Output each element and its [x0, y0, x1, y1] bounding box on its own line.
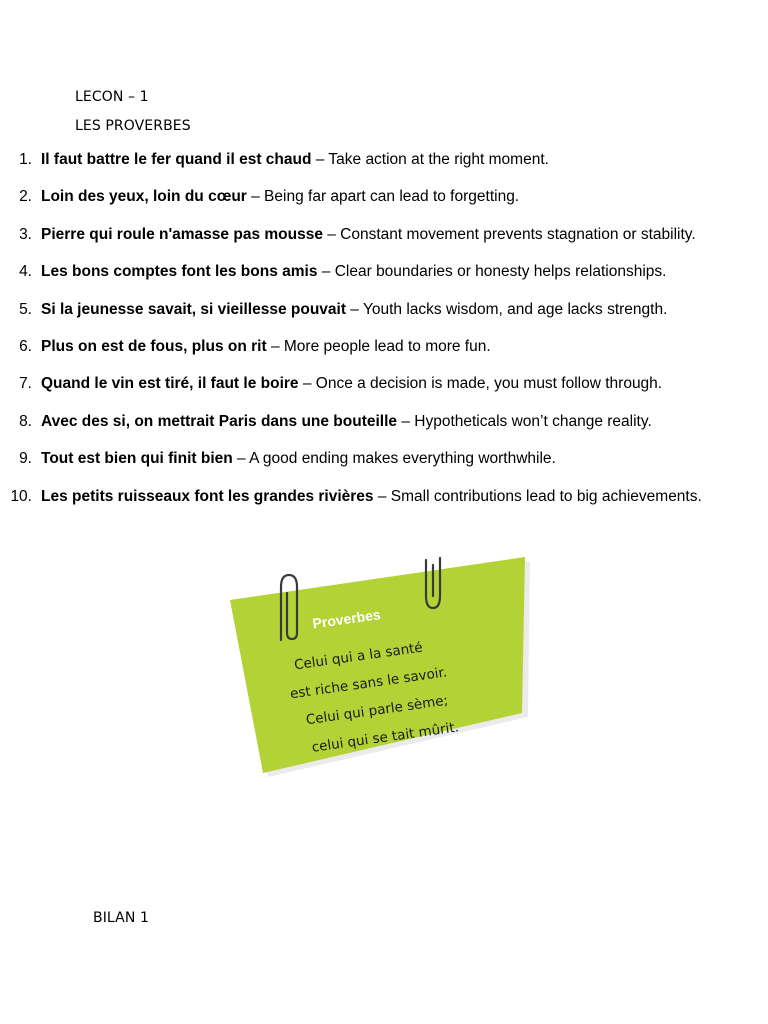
- proverb-french: Plus on est de fous, plus on rit: [41, 337, 267, 355]
- proverb-number: 1.: [19, 151, 32, 168]
- proverb-item: [0, 262, 768, 299]
- proverb-english: – Clear boundaries or honesty helps relationships.: [317, 263, 667, 281]
- proverb-item: [0, 187, 768, 224]
- proverb-item: [0, 225, 768, 262]
- proverb-list: [0, 150, 768, 524]
- proverb-french: Avec des si, on mettrait Paris dans une bouteille: [41, 412, 398, 430]
- proverb-number: 5.: [19, 300, 32, 318]
- note-line: Celui qui a la santé: [293, 639, 424, 674]
- proverb-item: [0, 449, 768, 486]
- proverb-number: 8.: [19, 412, 32, 430]
- proverb-item: [0, 150, 768, 187]
- proverb-english: – Once a decision is made, you must follow through.: [298, 375, 663, 393]
- lesson-title: LES PROVERBES: [75, 118, 191, 134]
- proverb-english: – Constant movement prevents stagnation or stability.: [322, 225, 696, 243]
- proverb-note-image: [230, 555, 540, 785]
- proverb-french: Tout est bien qui finit bien: [41, 450, 233, 468]
- proverb-number: 9.: [19, 450, 32, 468]
- proverb-french: Quand le vin est tiré, il faut le boire: [41, 375, 299, 393]
- proverb-number: 7.: [19, 375, 32, 393]
- proverb-english: – Hypotheticals won’t change reality.: [397, 412, 652, 430]
- proverb-number: 2.: [19, 188, 32, 206]
- proverb-french: Si la jeunesse savait, si vieillesse pouvait: [41, 300, 346, 318]
- proverb-english: – Small contributions lead to big achievements.: [373, 487, 702, 505]
- proverb-french: Il faut battre le fer quand il est chaud: [41, 151, 312, 168]
- footer-label: BILAN 1: [93, 910, 149, 926]
- proverb-english: – A good ending makes everything worthwhile.: [232, 450, 556, 468]
- proverb-french: Loin des yeux, loin du cœur: [41, 188, 247, 206]
- proverb-english: – More people lead to more fun.: [266, 337, 491, 355]
- proverb-english: – Youth lacks wisdom, and age lacks strength.: [346, 300, 668, 318]
- proverb-item: [0, 412, 768, 449]
- note-title: Proverbes: [311, 606, 382, 632]
- proverb-english: – Being far apart can lead to forgetting.: [246, 188, 520, 206]
- note-line: Celui qui parle sème;: [304, 692, 450, 729]
- proverb-item: [0, 300, 768, 337]
- proverb-item: [0, 487, 768, 524]
- proverb-french: Les petits ruisseaux font les grandes rivières: [41, 487, 374, 505]
- proverb-number: 3.: [19, 225, 32, 243]
- sticky-note-illustration: [230, 555, 540, 785]
- proverb-french: Les bons comptes font les bons amis: [41, 263, 318, 281]
- proverb-number: 10.: [10, 487, 32, 505]
- proverb-item: [0, 374, 768, 411]
- proverb-number: 4.: [19, 263, 32, 281]
- note-line: est riche sans le savoir.: [289, 664, 449, 703]
- proverb-item: [0, 337, 768, 374]
- proverb-french: Pierre qui roule n'amasse pas mousse: [41, 225, 323, 243]
- lesson-heading: LECON – 1: [75, 89, 149, 105]
- proverb-english: – Take action at the right moment.: [311, 151, 549, 168]
- proverb-number: 6.: [19, 337, 32, 355]
- note-line: celui qui se tait mûrit.: [310, 719, 460, 756]
